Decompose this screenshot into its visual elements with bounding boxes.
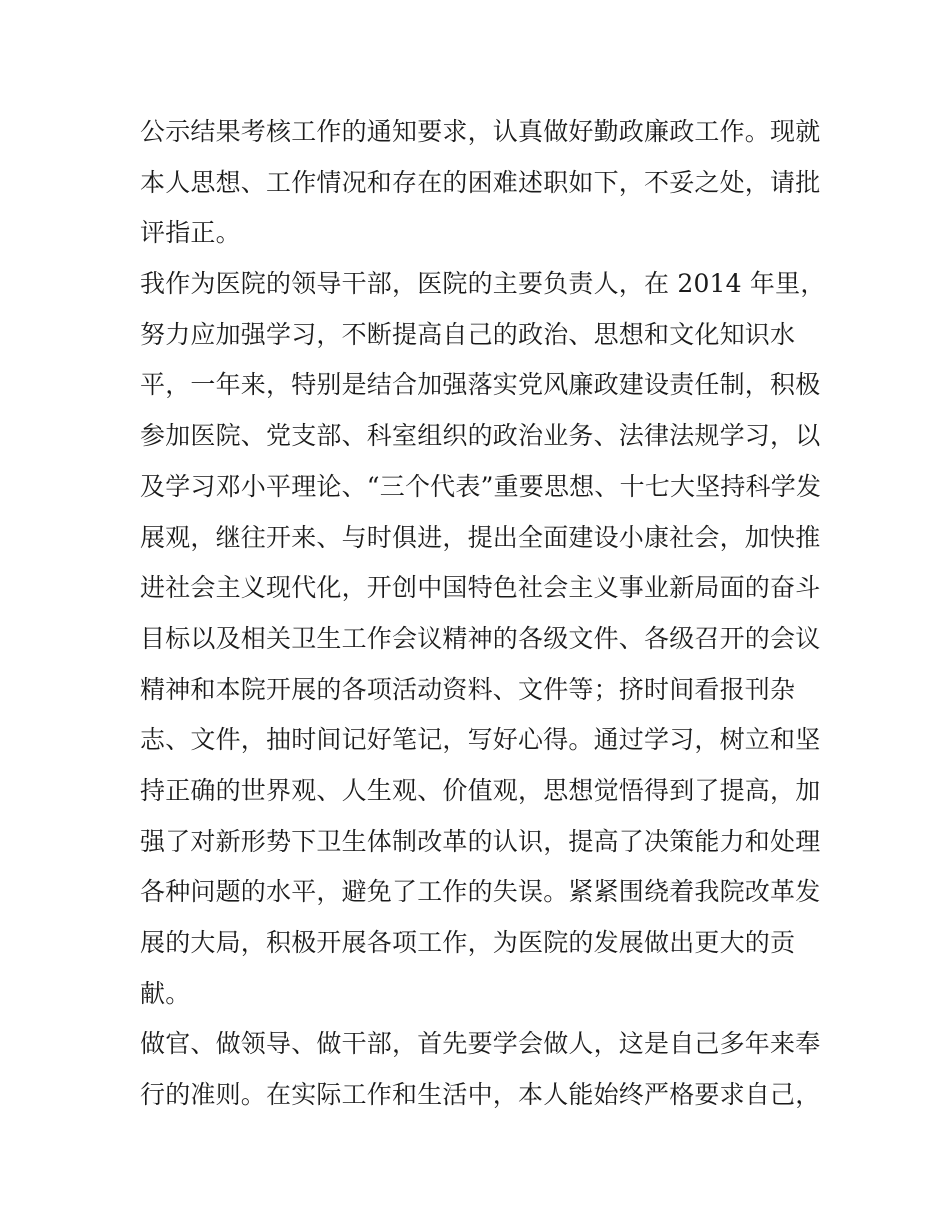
text-line: 强了对新形势下卫生体制改革的认识，提高了决策能力和处理 xyxy=(140,826,821,856)
text-line: 持正确的世界观、人生观、价值观，思想觉悟得到了提高，加 xyxy=(140,775,821,805)
text-line: 参加医院、党支部、科室组织的政治业务、法律法规学习，以 xyxy=(140,421,821,451)
text-line: 目标以及相关卫生工作会议精神的各级文件、各级召开的会议 xyxy=(140,623,821,653)
text-line: 志、文件，抽时间记好笔记，写好心得。通过学习，树立和坚 xyxy=(140,725,821,755)
text-line: 我作为医院的领导干部，医院的主要负责人，在 2014 年里， xyxy=(140,269,826,299)
text-line: 行的准则。在实际工作和生活中，本人能始终严格要求自己， xyxy=(140,1080,821,1110)
text-line: 精神和本院开展的各项活动资料、文件等；挤时间看报刊杂 xyxy=(140,674,796,704)
text-line: 展观，继往开来、与时俱进，提出全面建设小康社会，加快推 xyxy=(140,522,821,552)
text-line: 本人思想、工作情况和存在的困难述职如下，不妥之处，请批 xyxy=(140,167,821,197)
text-line: 平，一年来，特别是结合加强落实党风廉政建设责任制，积极 xyxy=(140,370,821,400)
text-line: 评指正。 xyxy=(140,218,241,248)
text-line: 进社会主义现代化，开创中国特色社会主义事业新局面的奋斗 xyxy=(140,573,821,603)
document-body xyxy=(140,107,826,1121)
text-line: 做官、做领导、做干部，首先要学会做人，这是自己多年来奉 xyxy=(140,1029,821,1059)
text-line: 献。 xyxy=(140,978,191,1008)
text-line: 公示结果考核工作的通知要求，认真做好勤政廉政工作。现就 xyxy=(140,117,821,146)
text-line: 展的大局，积极开展各项工作，为医院的发展做出更大的贡 xyxy=(140,928,796,957)
text-line: 努力应加强学习，不断提高自己的政治、思想和文化知识水 xyxy=(140,319,796,349)
text-line: 各种问题的水平，避免了工作的失误。紧紧围绕着我院改革发 xyxy=(140,877,821,907)
text-line: 及学习邓小平理论、“三个代表”重要思想、十七大坚持科学发 xyxy=(140,471,822,501)
